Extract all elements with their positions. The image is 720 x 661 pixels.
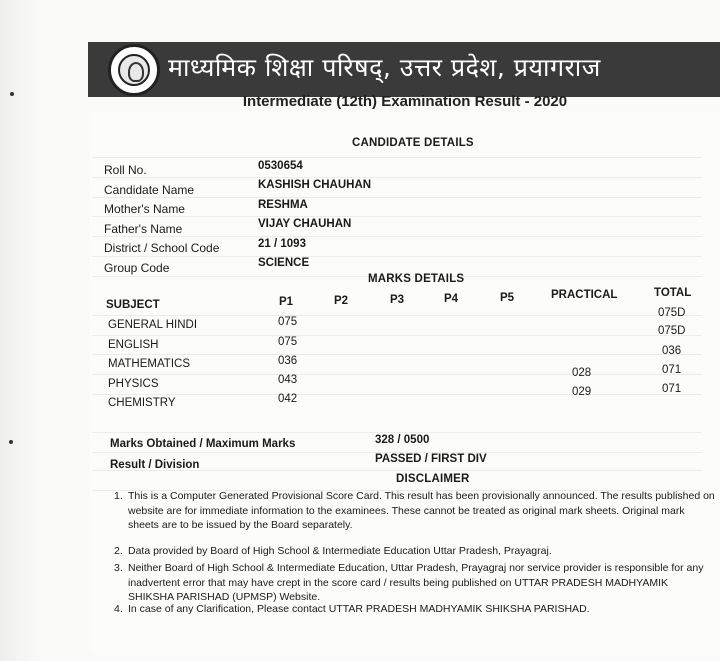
disclaimer-item-number: 1. [114,490,123,502]
disclaimer-item [114,489,716,537]
total-mark: 075D [658,325,686,337]
total-mark: 071 [662,364,682,376]
subject-name: MATHEMATICS [108,358,190,370]
district-school-code-value: 21 / 1093 [258,238,306,250]
roll-no-value: 0530654 [258,160,303,172]
board-emblem-icon [108,44,160,96]
total-mark: 071 [662,383,682,395]
disclaimer-item-text: Neither Board of High School & Intermediate Education, Uttar Pradesh, Prayagraj nor service provider is responsible for any inadvertent error that may have crept in the score card / results being published on UTTAR PRADESH MADHYAMIK SHIKSHA PARISHAD (UPMSP) Website. [128,562,704,603]
disclaimer-item [114,602,716,618]
group-code-value: SCIENCE [258,257,310,269]
candidate-name-value: KASHISH CHAUHAN [258,179,372,191]
marks-section-title: MARKS DETAILS [368,273,465,285]
scan-speck [9,440,13,444]
row-divider [92,216,702,217]
disclaimer-item-text: In case of any Clarification, Please contact UTTAR PRADESH MADHYAMIK SHIKSHA PARISHAD. [128,603,590,615]
col-header-p4: P4 [444,293,459,305]
subject-name: CHEMISTRY [108,397,176,409]
disclaimer-item-number: 4. [114,603,123,615]
mother-name-label: Mother's Name [104,202,185,216]
practical-mark: 029 [572,386,592,398]
result-division-value: PASSED / FIRST DIV [375,453,487,465]
district-school-code-label: District / School Code [104,241,220,255]
row-divider [92,177,702,178]
page-title: Intermediate (12th) Examination Result - 2020 [242,93,568,110]
disclaimer-item [114,544,716,560]
candidate-name-label: Candidate Name [104,183,195,197]
subject-name: PHYSICS [108,378,159,390]
group-code-label: Group Code [104,261,170,275]
mother-name-value: RESHMA [258,199,308,211]
col-header-subject: SUBJECT [106,299,160,311]
row-divider [92,236,702,237]
row-divider [92,157,702,158]
disclaimer-item-text: This is a Computer Generated Provisional Score Card. This result has been provisionally announced. The results published on website are for immediate information to the examinees. These cannot be treated as original mark sheets. Original mark sheets are to be issued by the Board separately. [128,490,715,531]
row-divider [92,354,702,355]
p1-mark: 075 [278,336,298,348]
disclaimer-item-text: Data provided by Board of High School & Intermediate Education Uttar Pradesh, Prayagraj. [128,545,552,557]
disclaimer-item-number: 2. [114,545,123,557]
practical-mark: 028 [572,367,592,379]
row-divider [92,335,702,336]
total-mark: 036 [662,345,682,357]
disclaimer-item [114,561,716,607]
candidate-section-title: CANDIDATE DETAILS [352,137,474,149]
marks-obtained-label: Marks Obtained / Maximum Marks [110,438,296,450]
p1-mark: 042 [278,393,298,405]
col-header-total: TOTAL [654,287,692,299]
col-header-p1: P1 [279,296,294,308]
row-divider [92,315,702,316]
marks-obtained-value: 328 / 0500 [375,434,430,446]
row-divider [92,197,702,198]
disclaimer-title: DISCLAIMER [396,473,470,485]
p1-mark: 036 [278,355,298,367]
roll-no-label: Roll No. [104,163,147,177]
row-divider [92,432,702,433]
row-divider [92,394,702,395]
p1-mark: 043 [278,374,298,386]
subject-name: GENERAL HINDI [108,319,198,331]
disclaimer-item-number: 3. [114,562,123,574]
father-name-value: VIJAY CHAUHAN [258,218,352,230]
row-divider [92,374,702,375]
board-name: माध्यमिक शिक्षा परिषद्, उत्तर प्रदेश, प्रयागराज [168,53,601,82]
result-division-label: Result / Division [110,459,200,471]
row-divider [92,256,702,257]
col-header-p5: P5 [500,292,515,304]
p1-mark: 075 [278,316,298,328]
father-name-label: Father's Name [104,222,183,236]
total-mark: 075D [658,307,686,319]
col-header-p3: P3 [390,294,405,306]
col-header-practical: PRACTICAL [551,289,618,301]
subject-name: ENGLISH [108,339,159,351]
col-header-p2: P2 [334,295,349,307]
